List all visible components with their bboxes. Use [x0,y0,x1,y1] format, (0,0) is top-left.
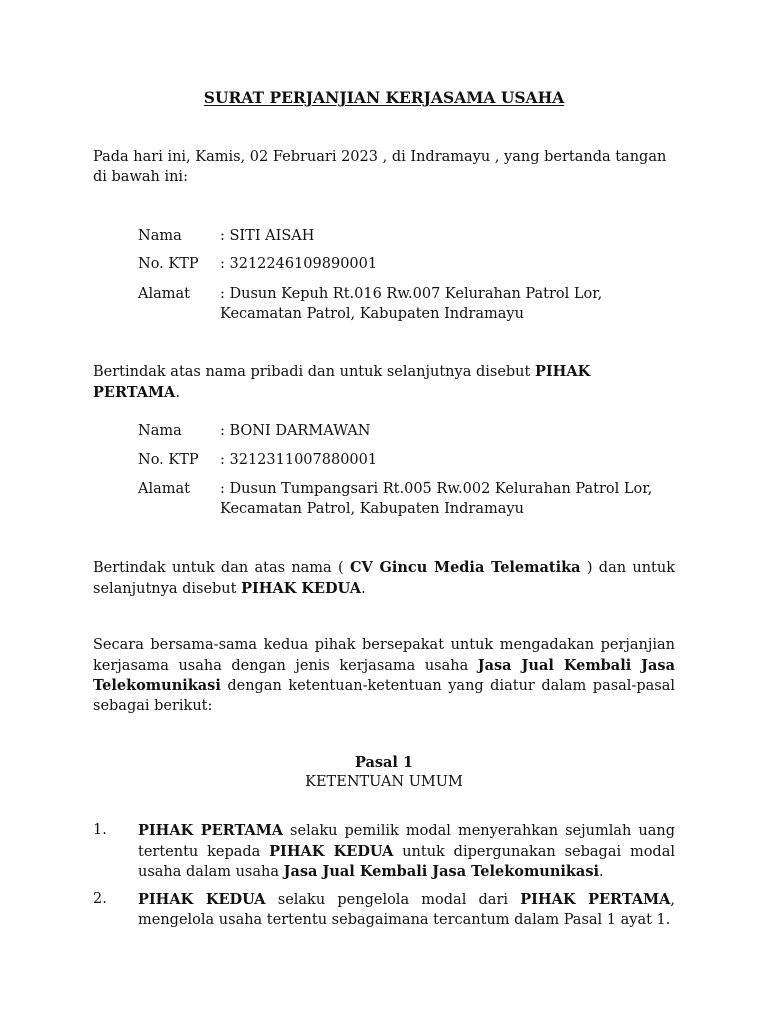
item2-text-1: selaku pengelola modal dari [265,892,521,908]
party2-ktp-value: : 3212311007880001 [220,452,378,468]
pasal-item-2-number: 2. [93,891,107,907]
pasal-heading: Pasal 1 [354,754,414,771]
pasal-item-1-text [138,821,675,883]
item2-text-2: , mengelola usaha tertentu sebagaimana tercantum dalam Pasal 1 ayat 1. [138,892,675,928]
party1-nama-value: : SITI AISAH [220,228,315,244]
agreement-text-1: Secara bersama-sama kedua pihak bersepakat untuk mengadakan perjanjian kerjasama usaha dengan jenis kerjasama usaha [93,637,675,674]
intro-paragraph: Pada hari ini, Kamis, 02 Februari 2023 , di Indramayu , yang bertanda tangan di bawah ini: [93,149,667,185]
party1-alamat-label: Alamat [138,286,190,302]
party2-statement-text-2: ) dan untuk selanjutnya disebut [93,560,675,597]
item2-bold-2: PIHAK PERTAMA [520,891,671,908]
document-title: SURAT PERJANJIAN KERJASAMA USAHA [203,88,565,107]
agreement-text-2: dengan ketentuan-ketentuan yang diatur dalam pasal-pasal sebagai berikut: [93,678,675,714]
agreement-paragraph [93,636,675,716]
party1-alamat-value: : Dusun Kepuh Rt.016 Rw.007 Kelurahan Patrol Lor, Kecamatan Patrol, Kabupaten Indramayu [220,286,603,322]
party2-statement-text-1: Bertindak untuk dan atas nama ( [93,560,350,576]
party1-statement-text: Bertindak atas nama pribadi dan untuk selanjutnya disebut [93,364,535,380]
party2-alamat-label: Alamat [138,481,190,497]
party1-role-label: PIHAK PERTAMA [93,363,591,401]
item1-bold-2: PIHAK KEDUA [269,842,394,860]
business-type: Jasa Jual Kembali Jasa Telekomunikasi [93,656,675,694]
item1-text-2: untuk dipergunakan sebagai modal usaha dalam usaha [138,843,675,880]
party1-ktp-label: No. KTP [138,256,199,272]
party2-statement [93,558,675,599]
pasal-item-2-text [138,890,675,930]
item1-text-3: . [599,864,604,880]
item1-bold-3: Jasa Jual Kembali Jasa Telekomunikasi [283,863,599,880]
party1-statement-end: . [175,384,180,401]
party2-alamat-value: : Dusun Tumpangsari Rt.005 Rw.002 Kelurahan Patrol Lor, Kecamatan Patrol, Kabupaten Indramayu [220,481,653,517]
party1-statement [93,362,675,403]
pasal-item-1-number: 1. [93,822,107,838]
item2-bold-1: PIHAK KEDUA [138,891,266,908]
party1-nama-label: Nama [138,228,182,244]
party2-statement-end: . [361,580,366,597]
party2-nama-label: Nama [138,423,182,439]
company-name: CV Gincu Media Telematika [349,559,581,576]
item1-text-1: selaku pemilik modal menyerahkan sejumlah uang tertentu kepada [138,823,675,860]
party2-role-label: PIHAK KEDUA [241,579,362,597]
item1-bold-1: PIHAK PERTAMA [138,822,284,839]
pasal-subheading: KETENTUAN UMUM [305,774,463,790]
party1-ktp-value: : 3212246109890001 [220,256,378,272]
party2-ktp-label: No. KTP [138,452,199,468]
party2-nama-value: : BONI DARMAWAN [220,423,371,439]
